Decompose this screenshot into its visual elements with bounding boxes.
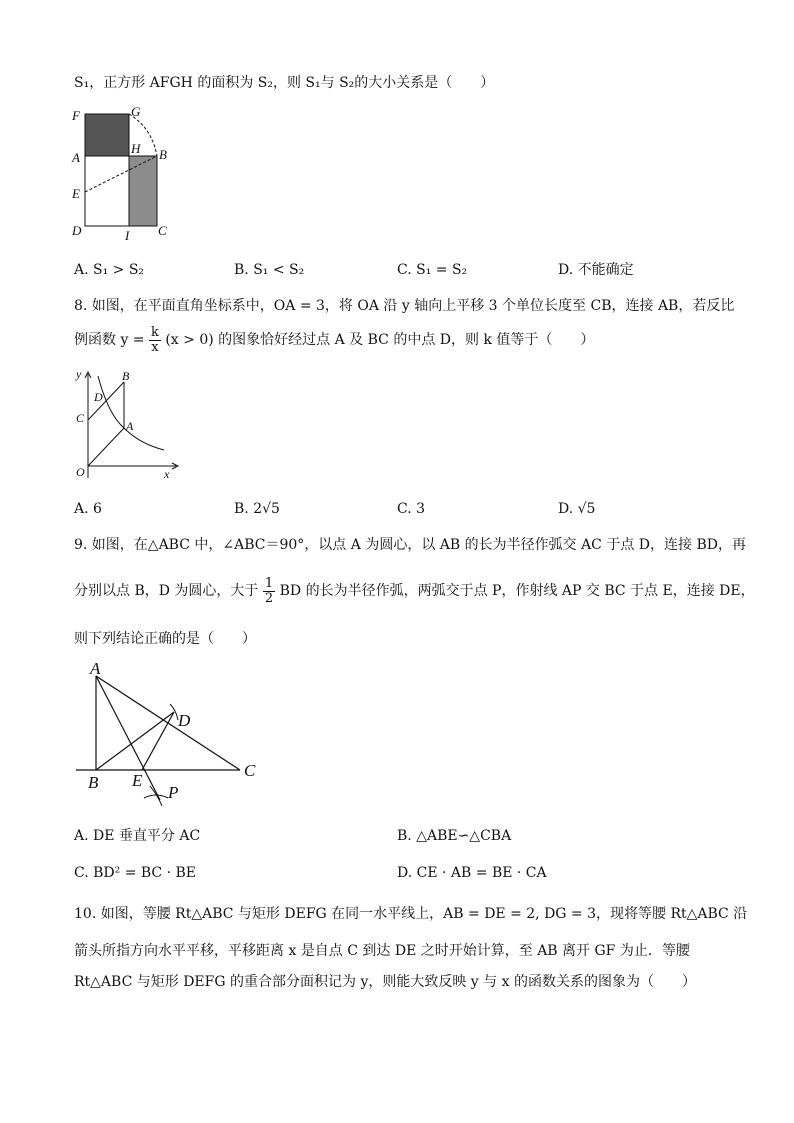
q7-figure [68, 104, 168, 244]
q8-option-b[interactable]: B. 2√5 [234, 501, 280, 517]
q8-figure [68, 366, 188, 486]
q7-option-a[interactable]: A. S₁ > S₂ [74, 262, 145, 278]
q9-option-c[interactable]: C. BD² = BC · BE [74, 865, 196, 881]
q8-option-c[interactable]: C. 3 [397, 501, 426, 517]
q9-figure [70, 660, 270, 810]
label-H: H [131, 141, 141, 156]
label-B: B [159, 147, 167, 162]
label-E: E [132, 771, 143, 790]
q7-stem-line: S₁，正方形 AFGH 的面积为 S₂，则 S₁与 S₂的大小关系是（ ） [74, 75, 495, 91]
q7-option-c[interactable]: C. S₁ = S₂ [397, 262, 468, 278]
label-B: B [122, 369, 130, 383]
q10-stem-line1: 10. 如图，等腰 Rt△ABC 与矩形 DEFG 在同一水平线上，AB = DE = 2, DG = 3，现将等腰 Rt△ABC 沿 [74, 906, 748, 922]
q8-line2-post: (x > 0) 的图象恰好经过点 A 及 BC 的中点 D，则 k 值等于（ ） [165, 332, 595, 348]
label-C: C [158, 223, 167, 238]
q9-option-d[interactable]: D. CE · AB = BE · CA [397, 865, 547, 881]
q7-option-d[interactable]: D. 不能确定 [558, 262, 634, 278]
label-y: y [76, 367, 82, 381]
label-P: P [168, 783, 179, 802]
ray-ap [96, 676, 160, 800]
label-B: B [88, 773, 99, 792]
frac-numerator: k [151, 324, 159, 340]
label-A: A [72, 150, 80, 165]
q7-option-b[interactable]: B. S₁ < S₂ [234, 262, 305, 278]
label-D: D [94, 390, 103, 404]
segment-bd [96, 712, 174, 770]
q9-line2-post: BD 的长为半径作弧，两弧交于点 P，作射线 AP 交 BC 于点 E，连接 DE， [279, 583, 755, 599]
hyperbola-curve [98, 376, 164, 450]
label-G: G [131, 104, 141, 119]
square-afgh [85, 114, 129, 156]
q9-stem-line3: 则下列结论正确的是（ ） [74, 631, 256, 647]
frac-numerator: 1 [264, 575, 274, 591]
q10-stem-line3: Rt△ABC 与矩形 DEFG 的重合部分面积记为 y，则能大致反映 y 与 x 的函数关系的图象为（ ） [74, 974, 696, 990]
q8-option-a[interactable]: A. 6 [74, 501, 102, 517]
q9-line2-pre: 分别以点 B，D 为圆心，大于 [74, 583, 259, 599]
label-x: x [164, 467, 170, 481]
label-A: A [90, 660, 101, 678]
rectangle-hbci [129, 156, 157, 226]
q8-line2-pre: 例函数 y = [74, 332, 145, 348]
q8-option-d[interactable]: D. √5 [558, 501, 596, 517]
label-D: D [72, 223, 82, 238]
q9-option-b[interactable]: B. △ABE∽△CBA [397, 828, 512, 844]
q8-fraction [149, 326, 161, 355]
arc-at-p-1 [144, 795, 168, 798]
q9-fraction [263, 577, 275, 606]
q8-stem-line2 [74, 324, 594, 356]
label-C: C [244, 761, 256, 780]
label-D: D [178, 711, 191, 730]
q8-stem-line1: 8. 如图，在平面直角坐标系中，OA = 3，将 OA 沿 y 轴向上平移 3 个单位长度至 CB，连接 AB，若反比 [74, 298, 735, 314]
q9-stem-line2 [74, 574, 755, 608]
label-O: O [76, 465, 85, 479]
frac-denominator: 2 [264, 590, 274, 606]
q9-option-a[interactable]: A. DE 垂直平分 AC [74, 828, 201, 844]
label-C: C [76, 411, 85, 425]
label-I: I [125, 228, 130, 243]
arc-at-p-2 [150, 786, 162, 806]
label-A: A [126, 419, 134, 433]
q9-stem-line1: 9. 如图，在△ABC 中，∠ABC＝90°，以点 A 为圆心，以 AB 的长为半径作弧交 AC 于点 D，连接 BD，再 [74, 537, 746, 553]
segment-oa [88, 428, 124, 466]
label-E: E [72, 186, 80, 201]
segment-de [142, 712, 174, 770]
q10-stem-line2: 箭头所指方向水平平移，平移距离 x 是自点 C 到达 DE 之时开始计算，至 AB 离开 GF 为止．等腰 [74, 943, 690, 959]
label-F: F [72, 108, 80, 123]
frac-denominator: x [151, 339, 159, 355]
